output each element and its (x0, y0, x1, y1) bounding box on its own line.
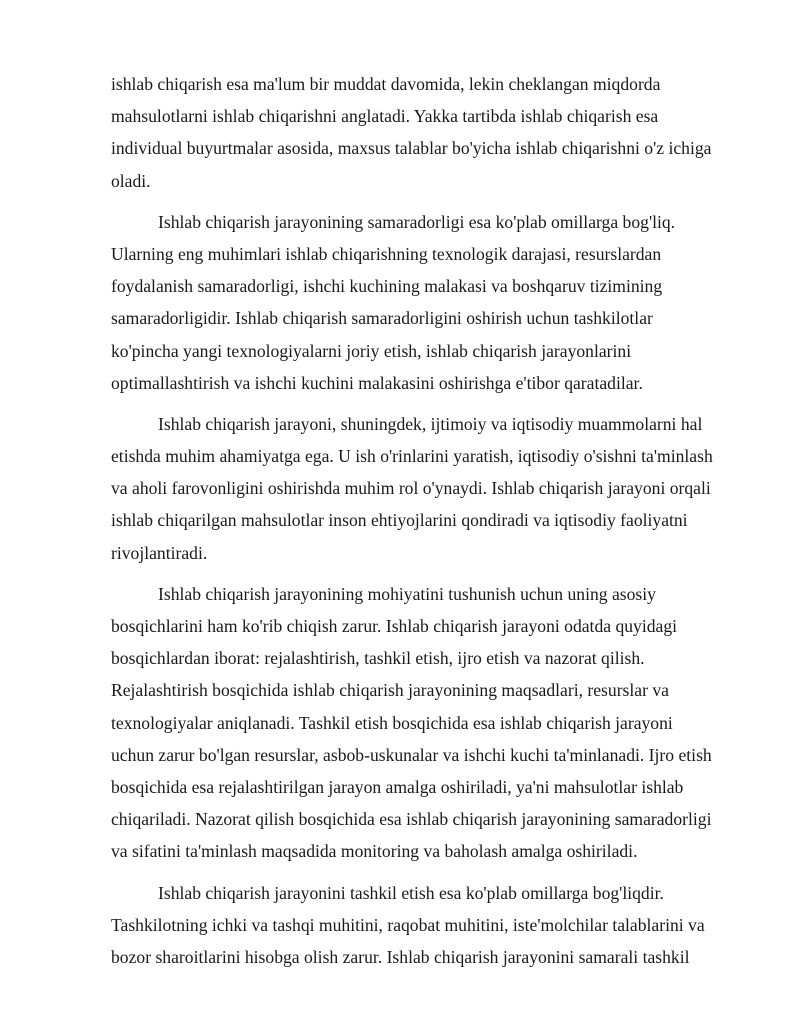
text-line: Rejalashtirish bosqichida ishlab chiqarish jarayonining maqsadlari, resurslar va (111, 680, 669, 701)
text-line: va sifatini ta'minlash maqsadida monitoring va baholash amalga oshiriladi. (111, 841, 638, 862)
text-line: bozor sharoitlarini hisobga olish zarur. Ishlab chiqarish jarayonini samarali tashkil (111, 946, 690, 967)
paragraph (111, 877, 731, 974)
text-line: mahsulotlarni ishlab chiqarishni anglatadi. Yakka tartibda ishlab chiqarish esa (111, 106, 659, 127)
text-line: Ularning eng muhimlari ishlab chiqarishning texnologik darajasi, resurslardan (111, 243, 662, 264)
text-line: rivojlantiradi. (111, 542, 208, 563)
text-line: texnologiyalar aniqlanadi. Tashkil etish bosqichida esa ishlab chiqarish jarayoni (111, 712, 673, 733)
text-line: Ishlab chiqarish jarayonining samaradorligi esa ko'plab omillarga bog'liq. (158, 211, 676, 232)
document-body (111, 68, 731, 982)
text-line: Ishlab chiqarish jarayonining mohiyatini tushunish uchun uning asosiy (158, 583, 656, 604)
text-line: foydalanish samaradorligi, ishchi kuchining malakasi va boshqaruv tizimining (111, 276, 663, 297)
text-line: samaradorligidir. Ishlab chiqarish samaradorligini oshirish uchun tashkilotlar (111, 308, 653, 329)
text-line: optimallashtirish va ishchi kuchini malakasini oshirishga e'tibor qaratadilar. (111, 372, 643, 393)
text-line: Tashkilotning ichki va tashqi muhitini, raqobat muhitini, iste'molchilar talablarini va (111, 914, 705, 935)
text-line: oladi. (111, 170, 151, 191)
text-line: chiqariladi. Nazorat qilish bosqichida esa ishlab chiqarish jarayonining samaradorligi (111, 809, 712, 830)
text-line: uchun zarur bo'lgan resurslar, asbob-uskunalar va ishchi kuchi ta'minlanadi. Ijro etish (111, 744, 712, 765)
text-line: va aholi farovonligini oshirishda muhim rol o'ynaydi. Ishlab chiqarish jarayoni orqali (111, 478, 711, 499)
text-line: bosqichlardan iborat: rejalashtirish, tashkil etish, ijro etish va nazorat qilish. (111, 648, 645, 669)
text-line: etishda muhim ahamiyatga ega. U ish o'rinlarini yaratish, iqtisodiy o'sishni ta'minlash (111, 446, 713, 467)
paragraph (111, 206, 731, 399)
text-line: ishlab chiqarish esa ma'lum bir muddat davomida, lekin cheklangan miqdorda (111, 74, 661, 94)
text-line: ishlab chiqarilgan mahsulotlar inson ehtiyojlarini qondiradi va iqtisodiy faoliyatni (111, 510, 688, 531)
text-line: individual buyurtmalar asosida, maxsus talablar bo'yicha ishlab chiqarishni o'z ichiga (111, 138, 712, 159)
paragraph (111, 408, 731, 569)
text-line: bosqichlarini ham ko'rib chiqish zarur. Ishlab chiqarish jarayoni odatda quyidagi (111, 616, 678, 636)
text-line: ko'pincha yangi texnologiyalarni joriy etish, ishlab chiqarish jarayonlarini (111, 340, 632, 361)
paragraph (111, 68, 731, 197)
text-line: bosqichida esa rejalashtirilgan jarayon amalga oshiriladi, ya'ni mahsulotlar ishlab (111, 776, 684, 797)
paragraph (111, 578, 731, 868)
text-line: Ishlab chiqarish jarayonini tashkil etish esa ko'plab omillarga bog'liqdir. (158, 882, 664, 903)
text-line: Ishlab chiqarish jarayoni, shuningdek, ijtimoiy va iqtisodiy muammolarni hal (158, 413, 703, 434)
